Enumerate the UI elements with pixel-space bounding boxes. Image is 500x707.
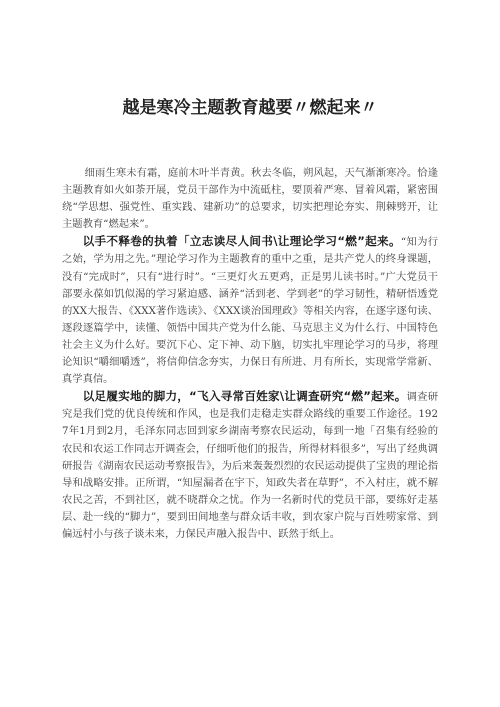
paragraph-3	[62, 388, 438, 543]
paragraph-2-lead: 以手不释卷的执着「立志读尽人间书\让理论学习“燃”起来。	[82, 234, 401, 249]
paragraph-1	[62, 165, 438, 233]
paragraph-1-text: 细雨生寒未有霜，庭前木叶半青黄。秋去冬临，朔风起，天气渐渐寒冷。恰逢主题教育如火如荼开展，党员干部作为中流砥柱，要顶着严寒、冒着风霜，紧密围绕“学思想、强党性、重实践、建新功”的总要求，切实把理论夯实、荆棘劈开，让主题教育“燃起来”。	[62, 167, 438, 231]
paragraph-3-lead: 以足履实地的脚力，“飞入寻常百姓家\让调查研究“燃”起来。	[82, 389, 407, 404]
document-title: 越是寒冷主题教育越要〃燃起来〃	[122, 98, 378, 118]
paragraph-2-text: “知为行之始，学为用之先。”理论学习作为主题教育的重中之重，是共产党人的终身课题，没有“完成时”，只有“进行时”。“三更灯火五更鸡，正是男儿读书时。”广大党员干部要永葆如饥似渴的学习紧迫感、涵养“活到老、学到老”的学习韧性，精研悟透党的XX大报告、《XXX著作选读》、《XXX谈治国理政》等相关内容，在逐字逐句读、逐段逐篇学中，读懂、领悟中国共产党为什么能、马克思主义为什么行、中国特色社会主义为什么好。要沉下心、定下神、动下脑，切实扎牢理论学习的马步，将理论知识“嚼细嚼透”，将信仰信念夯实，力保日有所进、月有所长，实现常学常新、真学真信。	[62, 236, 438, 386]
paragraph-2	[62, 233, 438, 388]
document-body	[62, 165, 438, 543]
paragraph-3-text: 调查研究是我们党的优良传统和作风，也是我们走稳走实群众路线的重要工作途径。1927年1月到2月，毛泽东同志回到家乡湖南考察农民运动，每到一地「召集有经验的农民和农运工作同志开调查会，仔细听他们的报告，所得材料很多”，写出了经典调研报告《湖南农民运动考察报告》，为后来轰轰烈烈的农民运动提供了宝贵的理论指导和战略安排。正所谓，“知屋漏者在宇下，知政失者在草野”，不入村庄，就不解农民之苦，不到社区，就不晓群众之忧。作为一名新时代的党员干部，要练好走基层、赴一线的“脚力”，要到田间地垄与群众话丰收，到农家户院与百姓唠家常、到偏远村小与孩子谈未来，力保民声融入报告中、跃然于纸上。	[62, 391, 438, 540]
